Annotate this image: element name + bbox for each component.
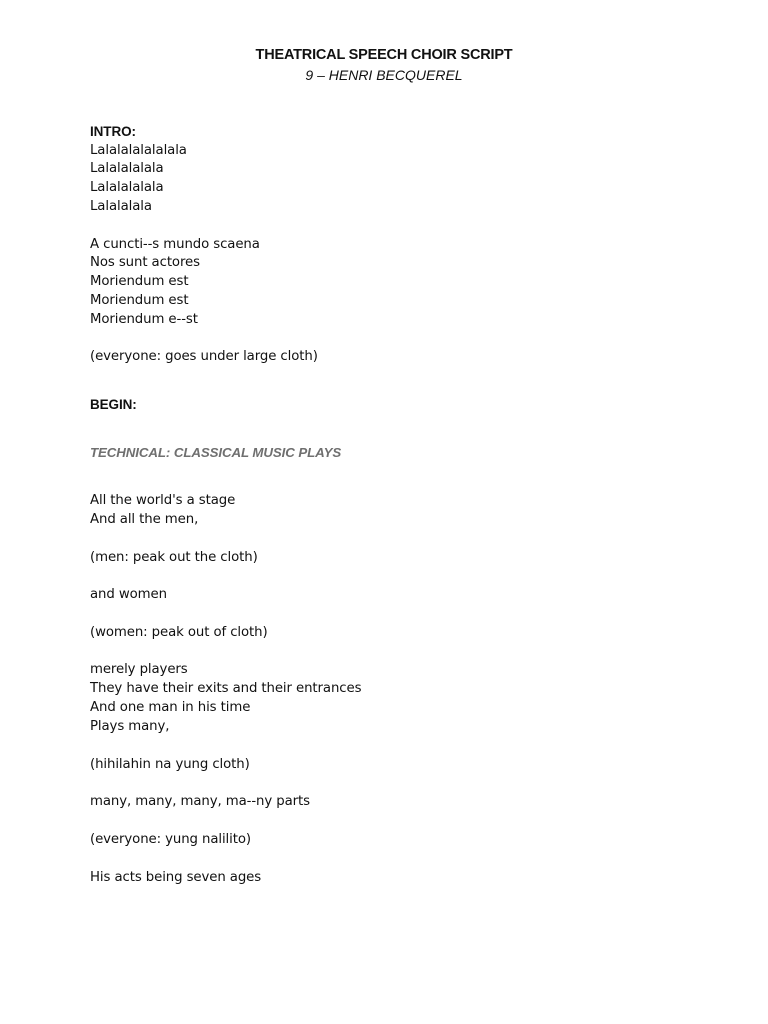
script-line: They have their exits and their entrances [90,681,362,696]
stage-direction: (hihilahin na yung cloth) [90,757,250,772]
stage-direction: (everyone: goes under large cloth) [90,349,318,364]
script-line: And one man in his time [90,700,251,715]
latin-line: Nos sunt actores [90,255,200,270]
intro-line: Lalalalalala [90,180,164,195]
intro-line: Lalalalalala [90,161,164,176]
script-line: His acts being seven ages [90,870,262,885]
stage-direction: (men: peak out the cloth) [90,550,258,565]
document-subtitle: 9 – HENRI BECQUEREL [305,67,463,83]
script-line: Plays many, [90,719,170,734]
script-line: many, many, many, ma--ny parts [90,794,310,809]
latin-line: A cuncti--s mundo scaena [90,237,260,252]
document-title: THEATRICAL SPEECH CHOIR SCRIPT [255,47,513,63]
stage-direction: (everyone: yung nalilito) [90,832,251,847]
intro-label: INTRO: [90,124,136,139]
begin-label: BEGIN: [90,397,137,412]
intro-line: Lalalalalalalala [90,143,187,158]
script-line: And all the men, [90,512,199,527]
stage-direction: (women: peak out of cloth) [90,625,268,640]
script-line: merely players [90,662,188,677]
script-line: All the world's a stage [90,493,236,508]
intro-line: Lalalalala [90,199,152,214]
script-line: and women [90,587,167,602]
latin-line: Moriendum est [90,274,189,289]
technical-cue: TECHNICAL: CLASSICAL MUSIC PLAYS [90,445,342,460]
latin-line: Moriendum e--st [90,312,198,327]
latin-line: Moriendum est [90,293,189,308]
